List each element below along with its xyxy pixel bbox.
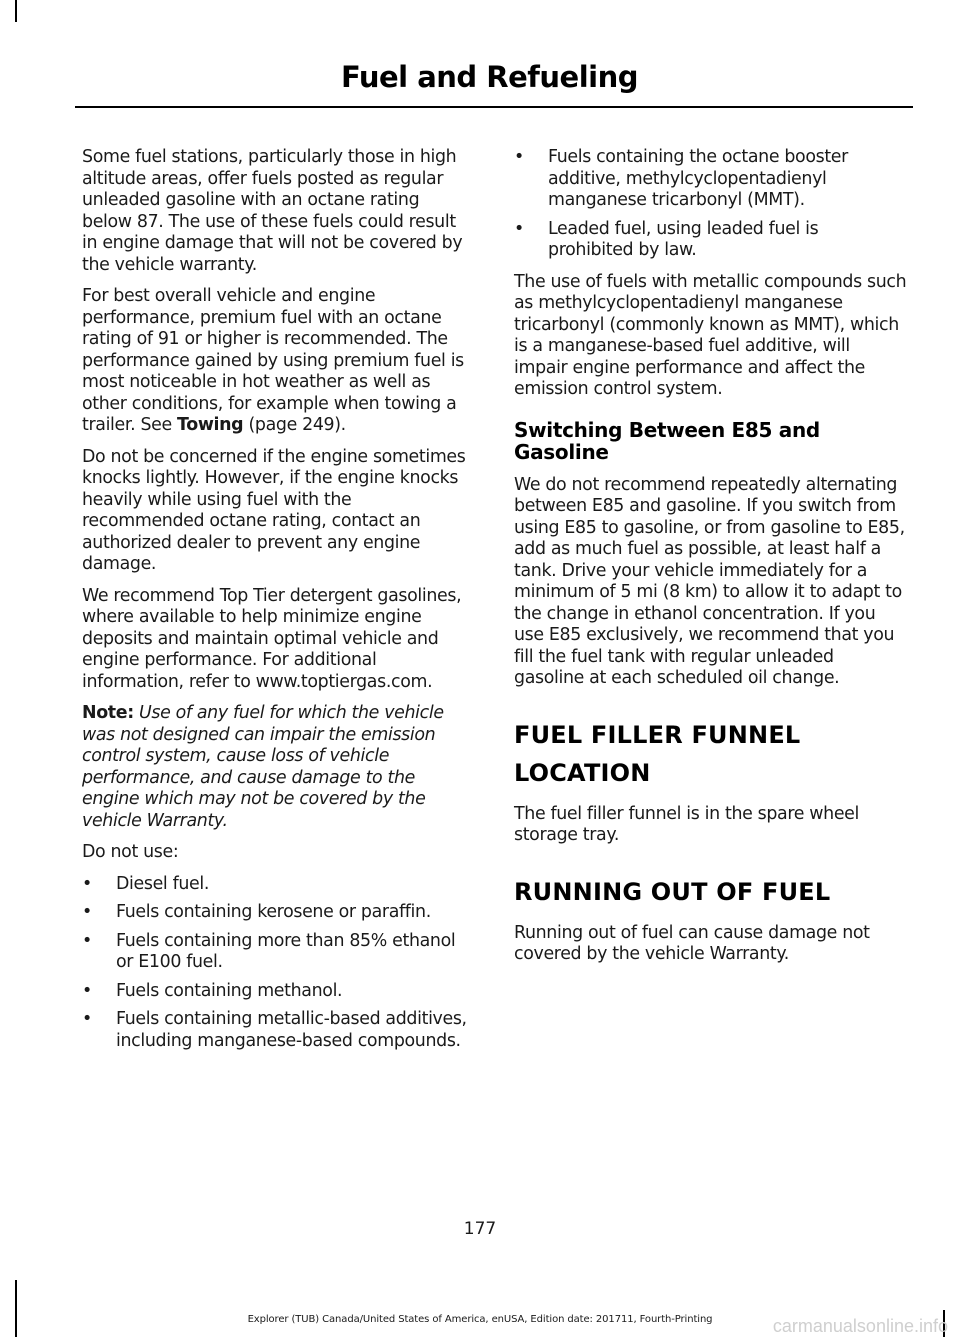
paragraph: The use of fuels with metallic compounds such as methylcyclopentadienyl manganese tricarbonyl (commonly known as MMT), which is a manganese-based fuel additive, will impair engine performance and affect the emission control system. bbox=[514, 271, 907, 399]
header-divider bbox=[75, 106, 913, 108]
bullet-list bbox=[514, 147, 908, 262]
section-running-out-of-fuel bbox=[514, 873, 908, 966]
bullet-icon: • bbox=[82, 873, 92, 894]
paragraph: Running out of fuel can cause damage not covered by the vehicle Warranty. bbox=[514, 922, 870, 964]
paragraph bbox=[82, 286, 474, 437]
list-item-text: Leaded fuel, using leaded fuel is prohibited by law. bbox=[548, 218, 819, 260]
footer-text: Explorer (TUB) Canada/United States of America, enUSA, Edition date: 201711, Fourth-Printing bbox=[247, 1314, 713, 1325]
bullet-icon: • bbox=[82, 930, 92, 951]
towing-link[interactable]: Towing bbox=[177, 415, 244, 435]
right-column bbox=[514, 147, 908, 988]
left-column bbox=[82, 147, 474, 1062]
section-heading-line: FUEL FILLER FUNNEL bbox=[514, 720, 801, 749]
crop-mark bbox=[15, 0, 17, 22]
crop-mark bbox=[15, 1280, 17, 1337]
paragraph: Do not be concerned if the engine sometimes knocks lightly. However, if the engine knocks heavily while using fuel with the recommended octane rating, contact an authorized dealer to prevent any engine damage. bbox=[82, 446, 466, 574]
page-number: 177 bbox=[463, 1219, 497, 1239]
bullet-icon: • bbox=[82, 980, 92, 1001]
list-item-text: Fuels containing metallic-based additives, including manganese-based compounds. bbox=[116, 1009, 467, 1051]
list-item bbox=[82, 981, 474, 1003]
bullet-icon: • bbox=[514, 147, 524, 167]
list-item bbox=[82, 874, 474, 896]
list-item bbox=[514, 219, 908, 262]
watermark: carmanualsonline.info bbox=[772, 1316, 948, 1336]
list-item-text: Fuels containing methanol. bbox=[116, 980, 343, 1001]
paragraph-text: For best overall vehicle and engine performance, premium fuel with an octane rating of 91 or higher is recommended. The performance gained by using premium fuel is most noticeable in hot weather as well as other conditions, for example when towing a trailer. See bbox=[82, 286, 464, 435]
paragraph: The fuel filler funnel is in the spare wheel storage tray. bbox=[514, 803, 860, 845]
note-text: Use of any fuel for which the vehicle was not designed can impair the emission control system, cause loss of vehicle performance, and cause damage to the engine which may not be covered by the vehicle Warranty. bbox=[82, 703, 444, 831]
paragraph: Some fuel stations, particularly those in high altitude areas, offer fuels posted as regular unleaded gasoline with an octane rating below 87. The use of these fuels could result in engine damage that will not be covered by the vehicle warranty. bbox=[82, 147, 463, 275]
bullet-icon: • bbox=[514, 218, 524, 239]
paragraph: Do not use: bbox=[82, 842, 179, 862]
list-item-text: Fuels containing more than 85% ethanol or E100 fuel. bbox=[116, 930, 456, 972]
list-item bbox=[514, 147, 908, 212]
bullet-list bbox=[82, 874, 474, 1053]
bullet-icon: • bbox=[82, 902, 92, 922]
list-item bbox=[82, 1009, 474, 1052]
note bbox=[82, 703, 474, 832]
section-heading-line: LOCATION bbox=[514, 758, 651, 787]
list-item-text: Fuels containing the octane booster additive, methylcyclopentadienyl manganese tricarbonyl (MMT). bbox=[548, 147, 848, 210]
section-fuel-filler-funnel bbox=[514, 716, 908, 847]
list-item bbox=[82, 931, 474, 974]
list-item-text: Diesel fuel. bbox=[116, 873, 210, 894]
list-item bbox=[82, 902, 474, 924]
list-item-text: Fuels containing kerosene or paraffin. bbox=[116, 902, 431, 922]
section-heading: RUNNING OUT OF FUEL bbox=[514, 877, 831, 906]
paragraph: We do not recommend repeatedly alternating between E85 and gasoline. If you switch from using E85 to gasoline, or from gasoline to E85, add as much fuel as possible, at least half a tank. Drive your vehicle immediately for a minimum of 5 mi (8 km) to allow it to adapt to the change in ethanol concentration. If you use E85 exclusively, we recommend that you fill the fuel tank with regular unleaded gasoline at each scheduled oil change. bbox=[514, 474, 905, 688]
note-label: Note: bbox=[82, 703, 134, 723]
paragraph: We recommend Top Tier detergent gasolines, where available to help minimize engine deposits and maintain optimal vehicle and engine performance. For additional information, refer to www.toptiergas.com. bbox=[82, 585, 462, 692]
page-reference: (page 249). bbox=[243, 415, 346, 435]
bullet-icon: • bbox=[82, 1009, 92, 1029]
subheading: Switching Between E85 and Gasoline bbox=[514, 417, 820, 464]
page-title: Fuel and Refueling bbox=[340, 60, 638, 94]
section-heading bbox=[514, 716, 908, 792]
